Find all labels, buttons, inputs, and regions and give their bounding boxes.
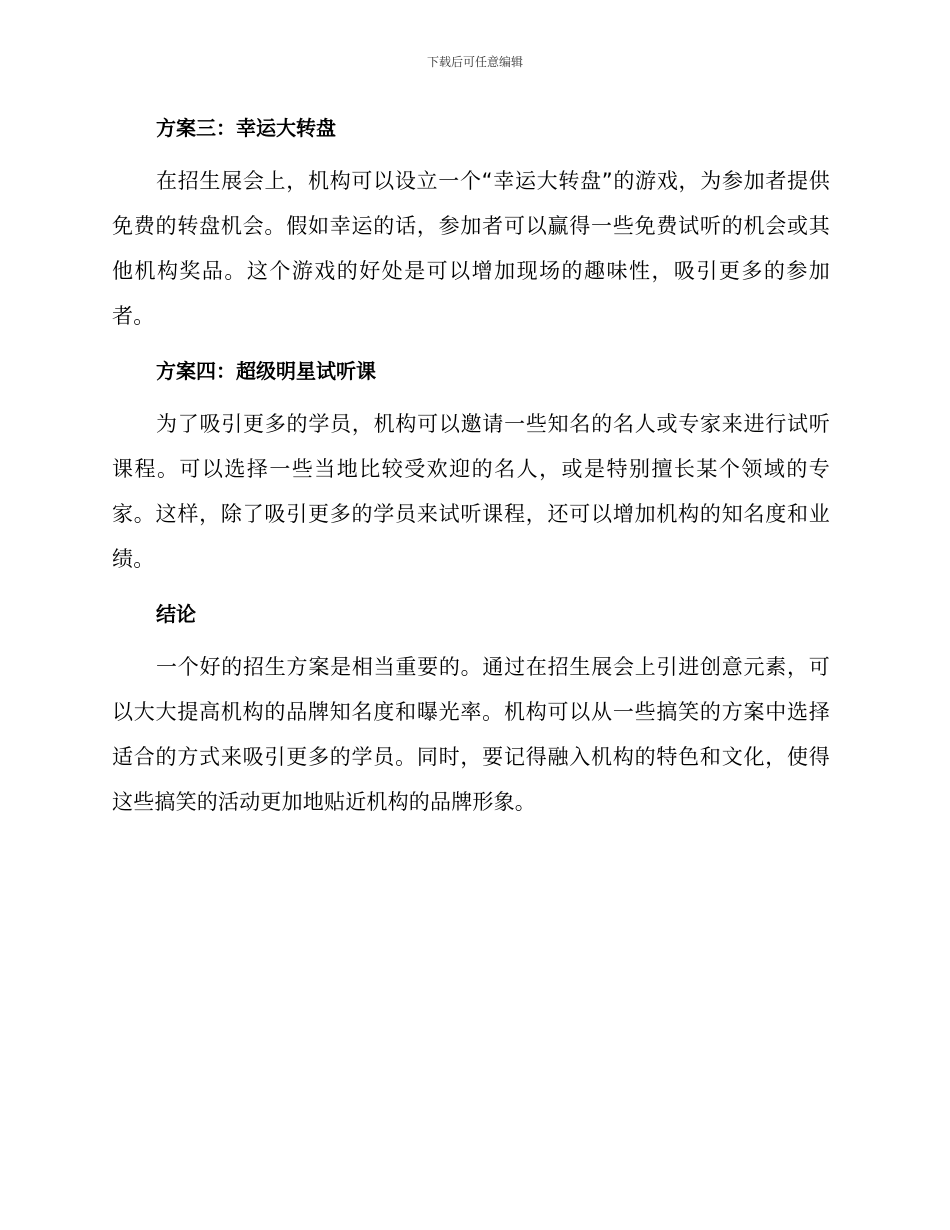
section-paragraph: 在招生展会上，机构可以设立一个“幸运大转盘”的游戏，为参加者提供免费的转盘机会。假如幸运的话，参加者可以赢得一些免费试听的机会或其他机构奖品。这个游戏的好处是可以增加现场的趣味性，吸引更多的参加者。 bbox=[112, 169, 830, 328]
section-plan-four bbox=[112, 353, 830, 582]
section-heading: 结论 bbox=[156, 602, 196, 626]
section-heading: 方案三：幸运大转盘 bbox=[156, 116, 336, 140]
page-header: 下载后可任意编辑 bbox=[426, 55, 523, 69]
section-paragraph: 为了吸引更多的学员，机构可以邀请一些知名的名人或专家来进行试听课程。可以选择一些当地比较受欢迎的名人，或是特别擅长某个领域的专家。这样，除了吸引更多的学员来试听课程，还可以增加机构的知名度和业绩。 bbox=[112, 412, 830, 571]
section-plan-three bbox=[112, 110, 830, 339]
section-heading: 方案四：超级明星试听课 bbox=[156, 359, 376, 383]
section-paragraph: 一个好的招生方案是相当重要的。通过在招生展会上引进创意元素，可以大大提高机构的品牌知名度和曝光率。机构可以从一些搞笑的方案中选择适合的方式来吸引更多的学员。同时，要记得融入机构的特色和文化，使得这些搞笑的活动更加地贴近机构的品牌形象。 bbox=[112, 655, 830, 814]
section-conclusion bbox=[112, 596, 830, 825]
document-body bbox=[112, 110, 830, 825]
